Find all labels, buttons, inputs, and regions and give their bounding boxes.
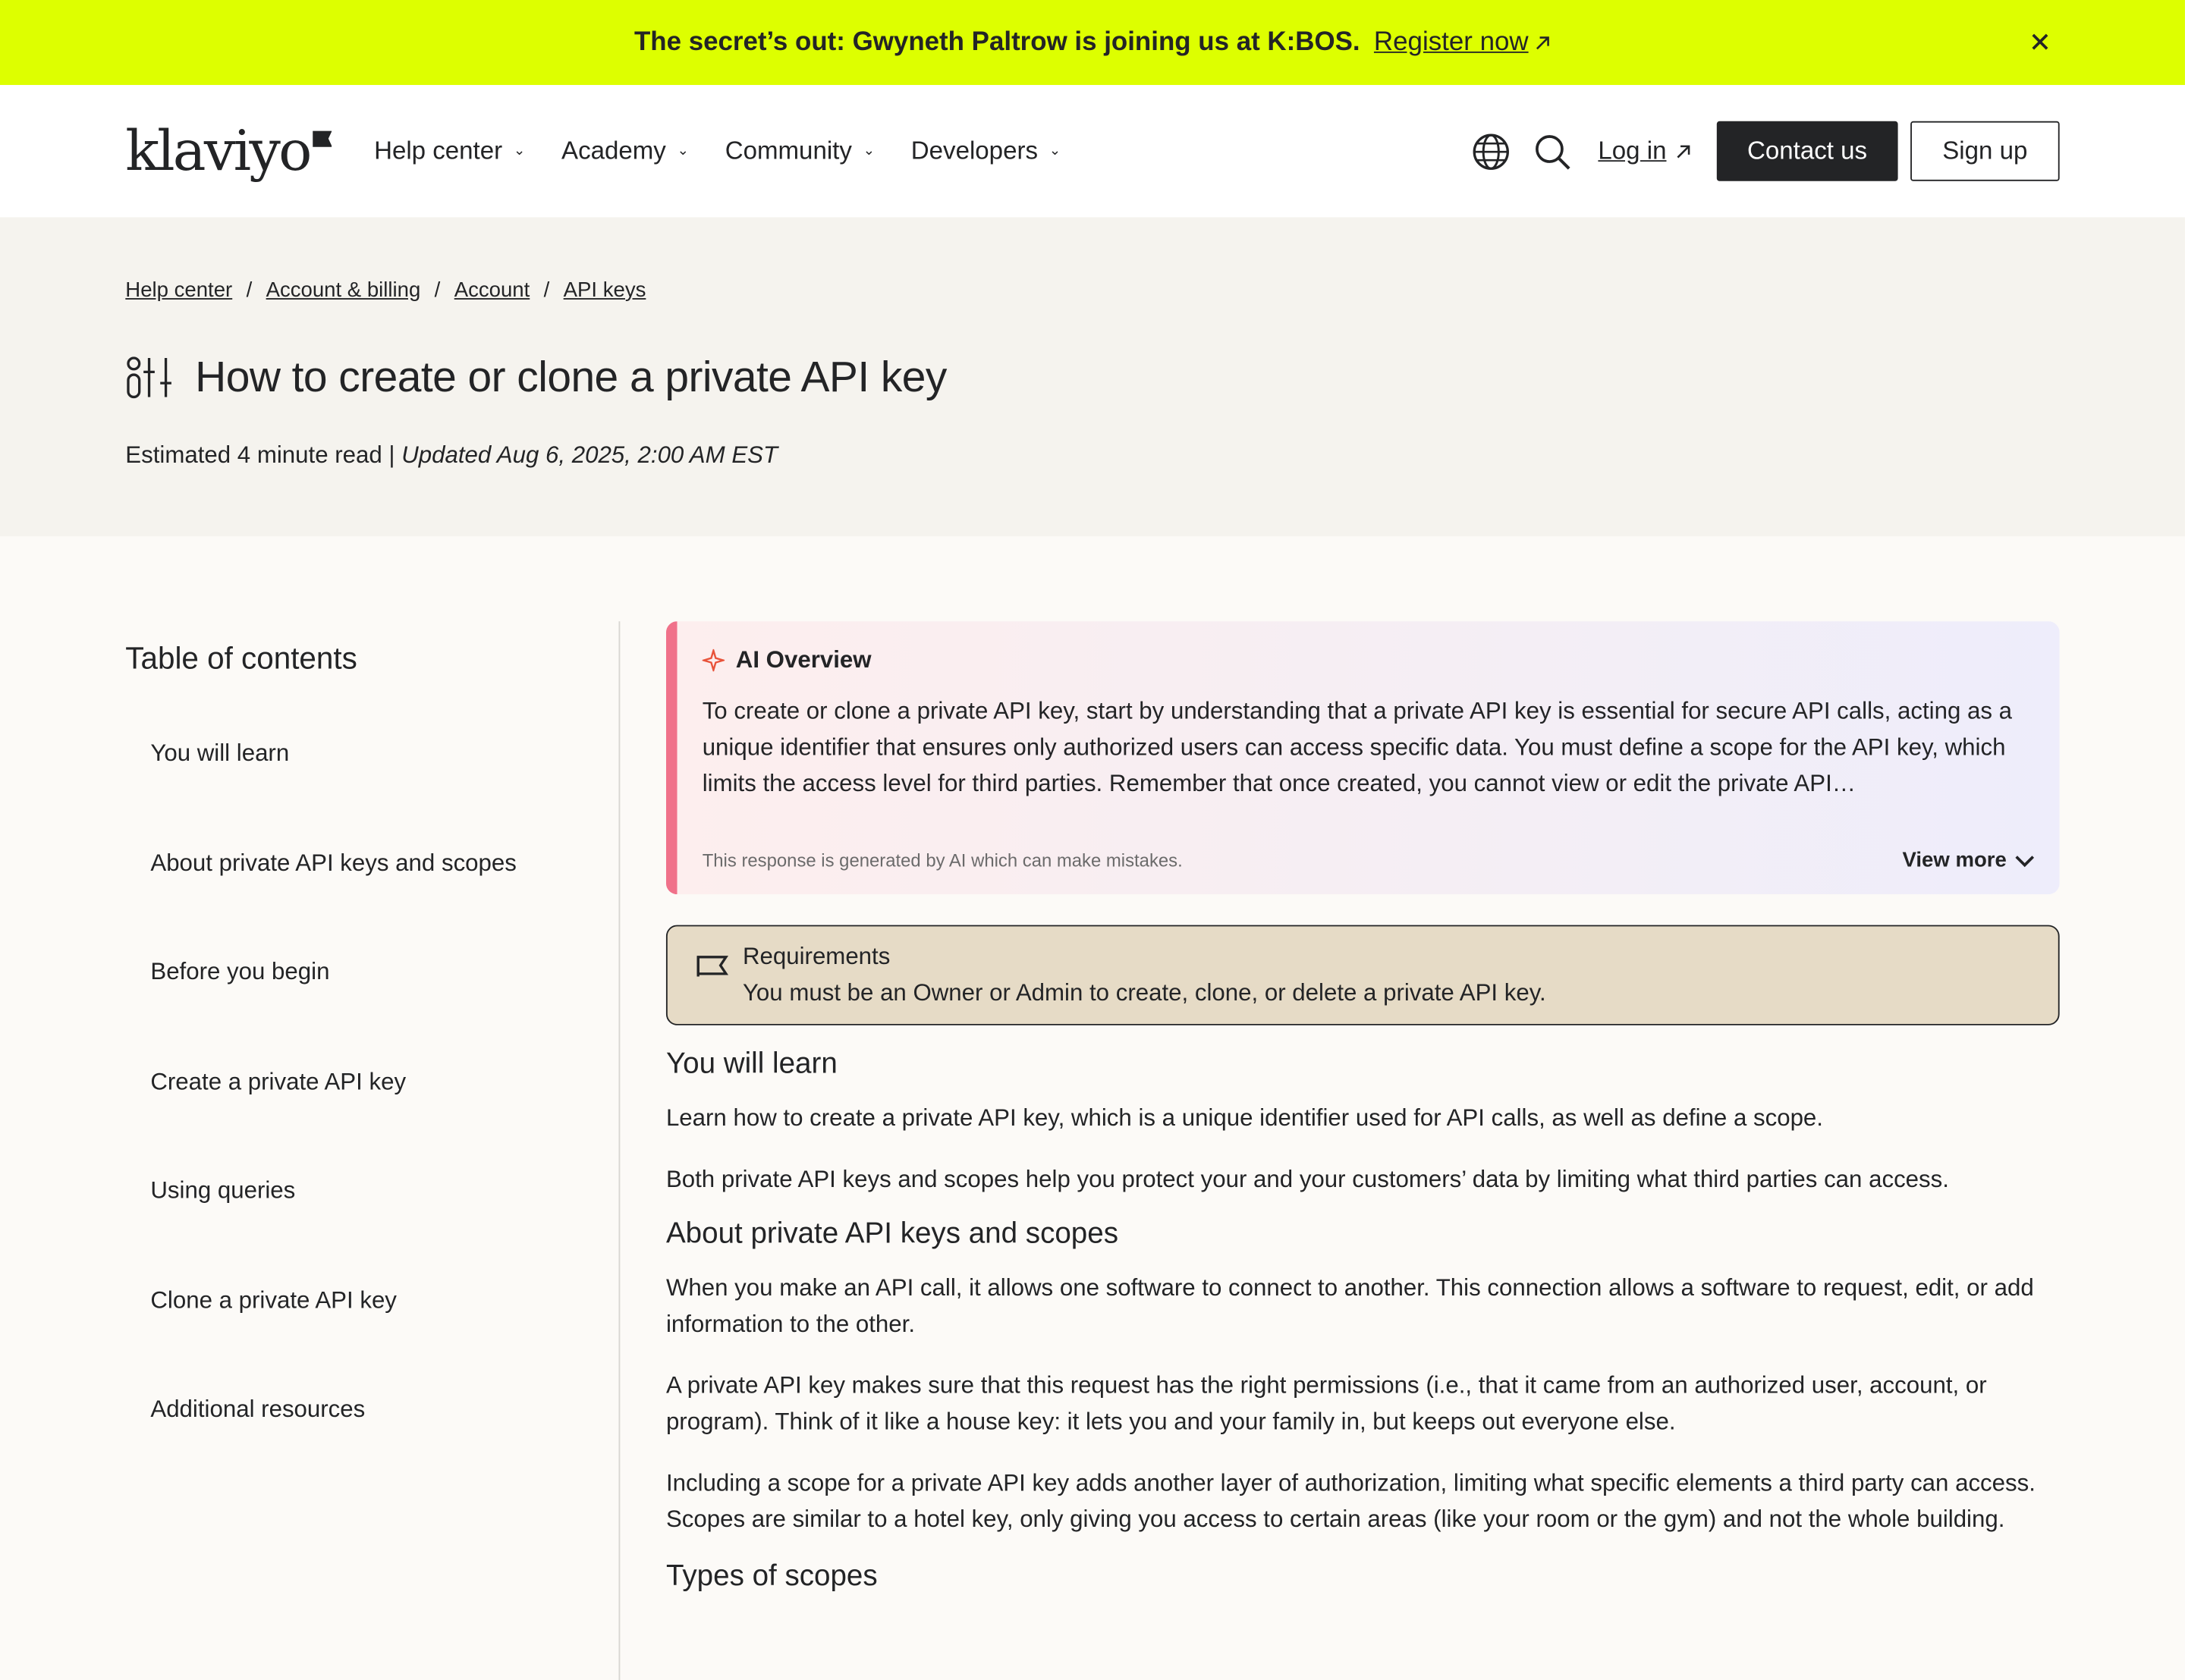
updated-date: Updated Aug 6, 2025, 2:00 AM EST <box>401 441 778 469</box>
article-body <box>666 621 2060 1680</box>
language-button[interactable] <box>1470 130 1511 172</box>
search-button[interactable] <box>1531 130 1573 172</box>
breadcrumb-help-center[interactable]: Help center <box>125 278 233 303</box>
requirements-content <box>743 943 1546 1006</box>
chevron-down-icon: ⌄ <box>513 143 526 159</box>
ai-disclaimer: This response is generated by AI which can make mistakes. <box>702 849 1183 871</box>
sparkle-icon <box>703 649 725 671</box>
nav-community[interactable] <box>725 137 875 166</box>
ai-overview-card <box>666 621 2060 894</box>
register-now-link[interactable] <box>1374 27 1551 58</box>
nav-label: Academy <box>561 136 666 165</box>
nav-developers[interactable] <box>911 137 1061 166</box>
ai-overview-header <box>703 646 2035 674</box>
toc-list <box>125 740 618 1505</box>
view-more-label: View more <box>1902 848 2007 872</box>
requirements-callout <box>666 925 2060 1025</box>
settings-sliders-icon <box>125 355 172 400</box>
chevron-down-icon: ⌄ <box>863 143 876 159</box>
article-meta <box>125 441 2059 469</box>
search-icon <box>1533 132 1571 171</box>
ai-overview-title: AI Overview <box>735 646 872 674</box>
login-label: Log in <box>1598 136 1667 165</box>
contact-us-button[interactable]: Contact us <box>1717 121 1898 181</box>
nav-label: Community <box>725 136 852 165</box>
breadcrumb-separator: / <box>246 278 253 303</box>
logo-text: klaviyo <box>125 119 310 184</box>
section-heading-about: About private API keys and scopes <box>665 1217 1119 1250</box>
nav-academy[interactable] <box>561 137 689 166</box>
section-heading-types-of-scopes: Types of scopes <box>665 1560 878 1593</box>
view-more-button[interactable] <box>1903 849 2035 872</box>
toc-item[interactable]: You will learn <box>150 740 290 767</box>
chevron-down-icon: ⌄ <box>677 143 689 159</box>
header-actions <box>1470 121 2059 181</box>
register-now-label: Register now <box>1373 27 1529 57</box>
nav-label: Help center <box>374 136 503 165</box>
section-heading-you-will-learn: You will learn <box>665 1047 838 1080</box>
promo-banner <box>0 0 2185 85</box>
promo-text-prefix: The secret’s out: <box>633 27 853 57</box>
toc-item[interactable]: Additional resources <box>150 1396 366 1423</box>
read-time: Estimated 4 minute read | <box>125 441 402 469</box>
title-row <box>125 353 2059 403</box>
requirements-text: You must be an Owner or Admin to create, clone, or delete a private API key. <box>742 979 1546 1006</box>
toc-item[interactable]: About private API keys and scopes <box>150 849 517 876</box>
promo-text <box>634 27 1360 58</box>
paragraph: Both private API keys and scopes help you protect your and your customers’ data by limiting what third parties can access. <box>665 1166 1949 1193</box>
toc-item[interactable]: Using queries <box>150 1177 296 1204</box>
requirements-title: Requirements <box>742 943 891 970</box>
nav-label: Developers <box>910 136 1038 165</box>
toc-item[interactable]: Clone a private API key <box>150 1286 397 1314</box>
paragraph: A private API key makes sure that this request has the right permissions (i.e., that it came from an authorized user, account, or program). Think of it like a house key: it lets you and your family in, but keeps out everyone else. <box>665 1372 1987 1435</box>
page-title: How to create or clone a private API key <box>195 352 947 401</box>
chevron-down-icon: ⌄ <box>1048 143 1061 159</box>
ai-overview-footer <box>703 849 2035 872</box>
site-header <box>0 85 2185 217</box>
article-content <box>0 536 2185 1680</box>
ai-overview-summary: To create or clone a private API key, start by understanding that a private API key is essential for secure API calls, acting as a unique identifier that ensures only authorized users can access specific data. You must define a scope for the API key, which limits the access level for third parties. Remember that once created, you cannot view or edit the private API… <box>702 698 2013 797</box>
breadcrumb-separator: / <box>434 278 441 303</box>
paragraph: Including a scope for a private API key adds another layer of authorization, limiting what specific elements a third party can access. Scopes are similar to a hotel key, only giving you access to certain areas (like your room or the gym) and not the whole building. <box>665 1469 2036 1533</box>
globe-icon <box>1471 132 1510 171</box>
paragraph: Learn how to create a private API key, which is a unique identifier used for API calls, as well as define a scope. <box>665 1104 1823 1132</box>
close-banner-button[interactable] <box>2023 25 2057 58</box>
sign-up-button[interactable]: Sign up <box>1910 121 2060 181</box>
paragraph: When you make an API call, it allows one software to connect to another. This connection allows a software to request, edit, or add information to the other. <box>665 1274 2034 1338</box>
article-hero <box>0 218 2185 537</box>
arrow-up-right-icon <box>1534 34 1551 51</box>
toc-item[interactable]: Create a private API key <box>150 1067 407 1094</box>
breadcrumb <box>125 278 2059 302</box>
breadcrumb-separator: / <box>543 278 550 303</box>
promo-text-strong: Gwyneth Paltrow is joining us at K:BOS. <box>852 27 1360 57</box>
close-icon <box>2032 33 2048 50</box>
logo-flag-icon <box>313 130 332 147</box>
breadcrumb-api-keys[interactable]: API keys <box>563 278 646 303</box>
table-of-contents <box>125 621 620 1680</box>
breadcrumb-account-billing[interactable]: Account & billing <box>266 278 421 303</box>
login-link[interactable] <box>1598 137 1691 166</box>
toc-item[interactable]: Before you begin <box>150 958 330 985</box>
breadcrumb-account[interactable]: Account <box>454 278 530 303</box>
klaviyo-logo[interactable] <box>125 119 332 183</box>
chevron-down-icon <box>2015 853 2035 867</box>
main-nav <box>374 137 1061 166</box>
flag-icon <box>696 951 729 979</box>
toc-heading: Table of contents <box>125 640 357 676</box>
nav-help-center[interactable] <box>374 137 525 166</box>
arrow-up-right-icon <box>1675 143 1692 159</box>
